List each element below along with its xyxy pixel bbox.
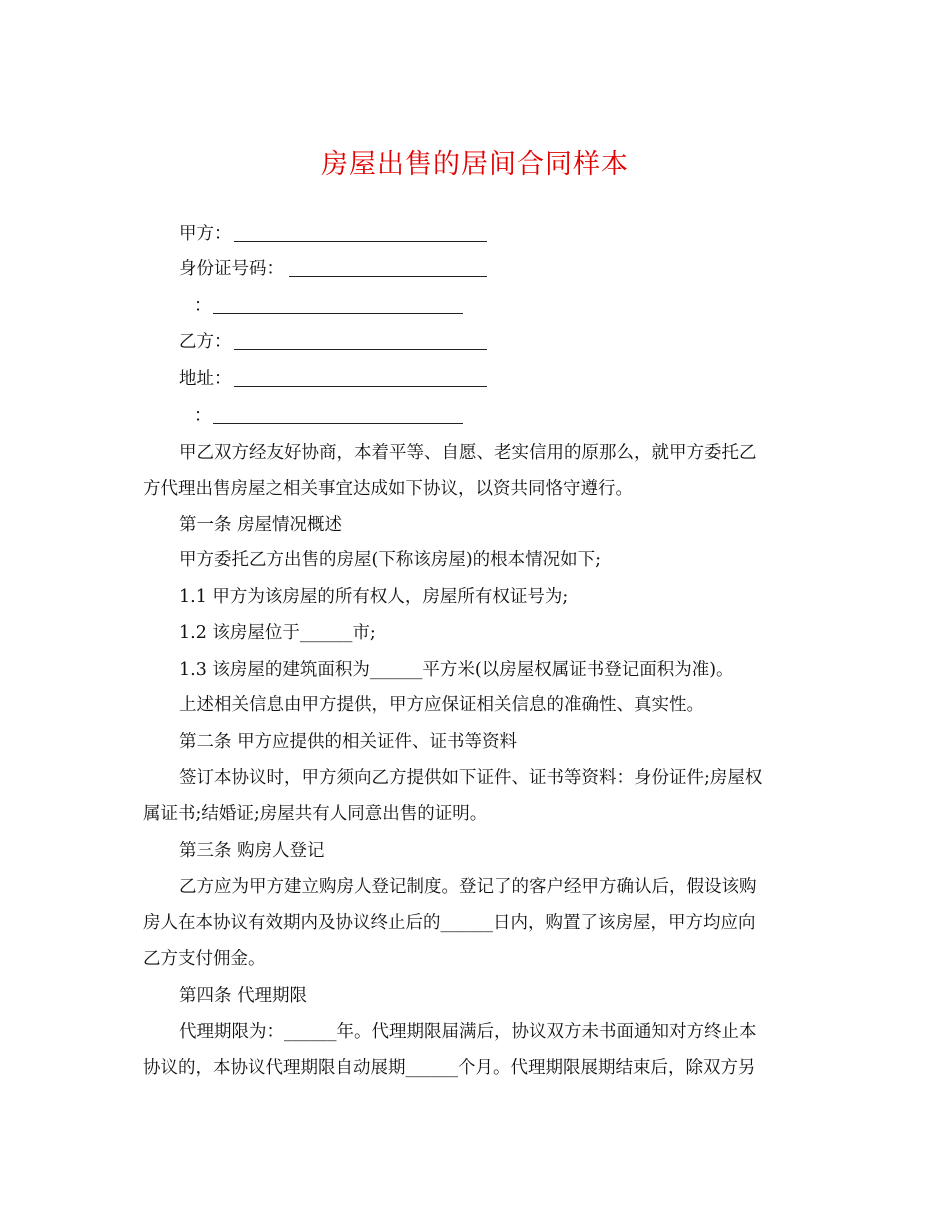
article-3-heading: 第三条 购房人登记	[179, 841, 325, 861]
paragraph-intro-line-2: 方代理出售房屋之相关事宜达成如下协议，以资共同恪守遵行。	[143, 479, 633, 499]
article-1-item-1: 1.1 甲方为该房屋的所有权人，房屋所有权证号为;	[179, 587, 569, 607]
field-party-a-label: 甲方：	[179, 224, 232, 244]
article-3-paragraph-line-1: 乙方应为甲方建立购房人登记制度。登记了的客户经甲方确认后，假设该购	[179, 877, 757, 897]
field-party-b-label: 乙方：	[179, 332, 232, 352]
field-unlabeled-2-label: ：	[194, 406, 212, 426]
article-1-item-2: 1.2 该房屋位于______市;	[179, 623, 376, 643]
article-1-paragraph: 甲方委托乙方出售的房屋(下称该房屋)的根本情况如下;	[179, 550, 602, 570]
article-2-paragraph-line-2: 属证书;结婚证;房屋共有人同意出售的证明。	[143, 804, 488, 824]
article-1-note: 上述相关信息由甲方提供，甲方应保证相关信息的准确性、真实性。	[179, 695, 704, 715]
article-1-item-3: 1.3 该房屋的建筑面积为______平方米(以房屋权属证书登记面积为准)。	[179, 660, 734, 680]
field-party-a-blank[interactable]	[234, 241, 487, 242]
field-unlabeled-2-blank[interactable]	[213, 423, 463, 424]
field-unlabeled-1-blank[interactable]	[213, 313, 463, 314]
field-address-blank[interactable]	[234, 386, 487, 387]
field-unlabeled-1-label: ：	[194, 296, 212, 316]
field-party-b-blank[interactable]	[234, 349, 487, 350]
article-4-paragraph-line-2: 协议的，本协议代理期限自动展期______个月。代理期限展期结束后，除双方另	[143, 1058, 756, 1078]
article-4-heading: 第四条 代理期限	[179, 986, 308, 1006]
paragraph-intro-line-1: 甲乙双方经友好协商，本着平等、自愿、老实信用的原那么，就甲方委托乙	[179, 443, 757, 463]
field-id-number-label: 身份证号码：	[179, 259, 284, 279]
article-3-paragraph-line-2: 房人在本协议有效期内及协议终止后的______日内，购置了该房屋，甲方均应向	[143, 913, 756, 933]
document-title: 房屋出售的居间合同样本	[321, 149, 629, 180]
field-address-label: 地址：	[179, 369, 232, 389]
article-2-paragraph-line-1: 签订本协议时，甲方须向乙方提供如下证件、证书等资料：身份证件;房屋权	[179, 768, 763, 788]
field-id-number-blank[interactable]	[289, 276, 487, 277]
article-2-heading: 第二条 甲方应提供的相关证件、证书等资料	[179, 732, 518, 752]
article-3-paragraph-line-3: 乙方支付佣金。	[143, 949, 266, 969]
article-4-paragraph-line-1: 代理期限为：______年。代理期限届满后，协议双方未书面通知对方终止本	[179, 1022, 757, 1042]
article-1-heading: 第一条 房屋情况概述	[179, 515, 343, 535]
